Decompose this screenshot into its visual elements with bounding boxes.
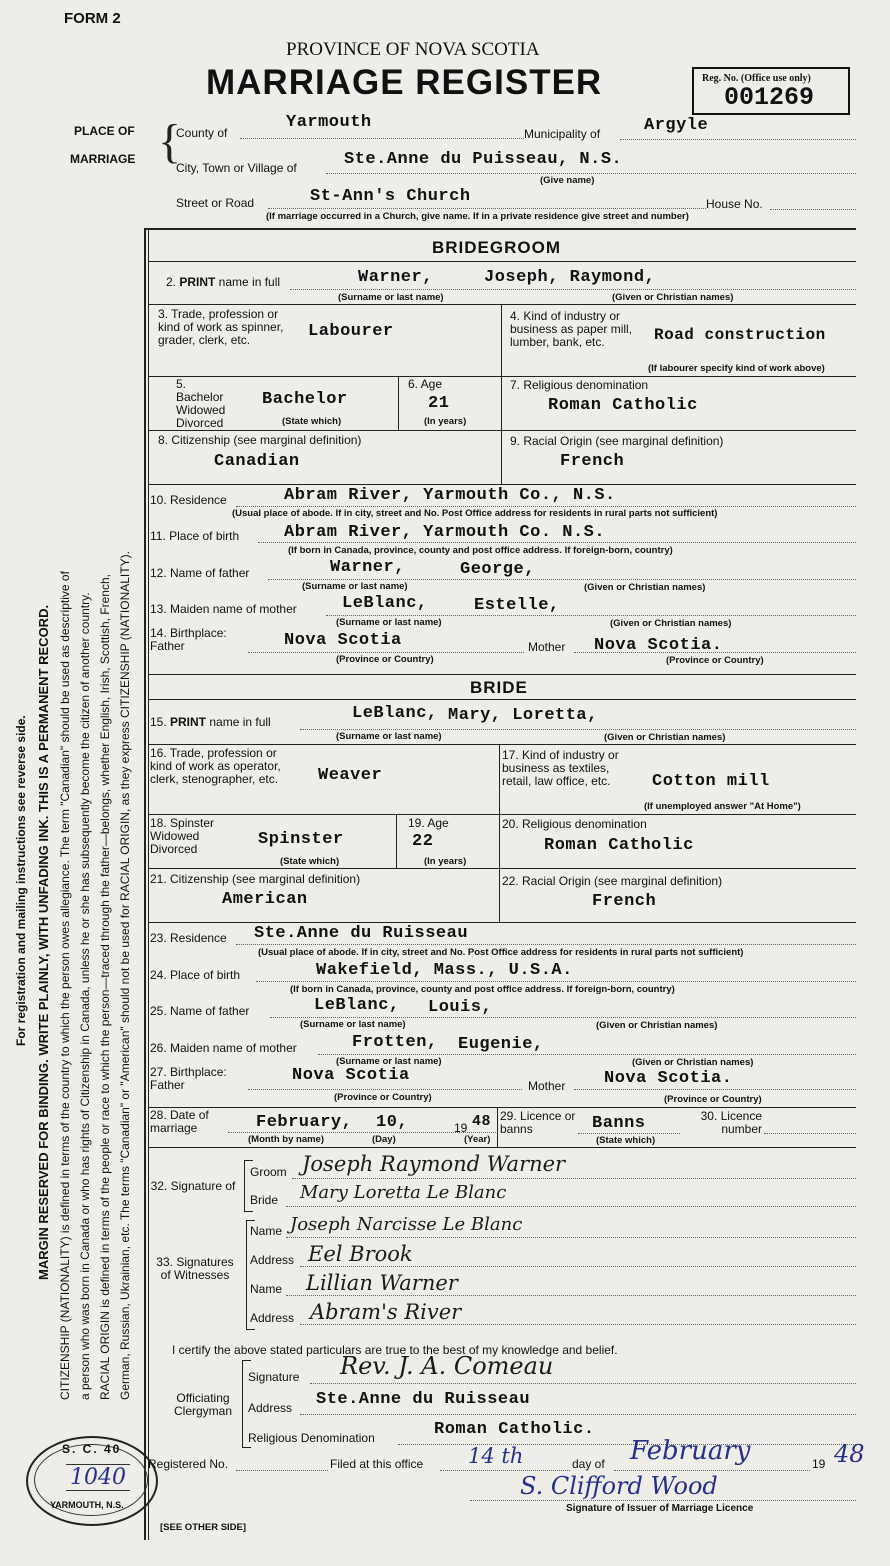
groom-divider-5-6 (398, 376, 399, 430)
groom-rule-3 (148, 430, 856, 431)
bride-given-value: Mary, Loretta, (448, 706, 598, 725)
registered-no-label: Registered No. (148, 1457, 229, 1471)
bride-birthplace-father-line (248, 1089, 522, 1090)
form-left-border (144, 228, 146, 1540)
bride-birthplace-label: 24. Place of birth (150, 968, 241, 982)
bridegroom-heading: BRIDEGROOM (432, 238, 561, 257)
groom-birthplace-label: 11. Place of birth (150, 529, 240, 543)
street-line (268, 208, 706, 209)
stamp-bottom-text: YARMOUTH, N.S. (50, 1500, 124, 1510)
form-number: FORM 2 (64, 10, 121, 27)
licence-banns-value: Banns (592, 1114, 646, 1133)
see-other-side: [SEE OTHER SIDE] (160, 1522, 247, 1533)
place-label-2: MARRIAGE (70, 152, 136, 166)
ceremony-rule-bottom (148, 1147, 856, 1148)
municipality-label: Municipality of (524, 127, 601, 141)
place-label-1: PLACE OF (74, 124, 135, 138)
issuer-signature-line (470, 1500, 856, 1501)
city-line (326, 173, 856, 174)
issuer-signature: S. Clifford Wood (520, 1472, 718, 1500)
signature-of-label: 32. Signature of (150, 1179, 236, 1193)
bride-citizenship-value: American (222, 890, 308, 909)
groom-birthplace-caption: (If born in Canada, province, county and post office address. If foreign-born, country) (288, 545, 673, 556)
clergy-religion-label: Religious Denomination (248, 1431, 375, 1445)
street-label: Street or Road (176, 196, 255, 210)
clergy-signature: Rev. J. A. Comeau (340, 1352, 554, 1380)
county-label: County of (176, 126, 228, 140)
groom-birthplace-mother-value: Nova Scotia. (594, 636, 723, 655)
street-value: St-Ann's Church (310, 187, 471, 206)
reg-number-value: 001269 (724, 83, 815, 112)
groom-industry-label: 4. Kind of industry or business as paper mill, lumber, bank, etc. (510, 309, 633, 349)
groom-father-surname: Warner, (330, 558, 405, 577)
groom-name-label: 2. PRINT name in full (166, 275, 281, 289)
licence-banns-label: 29. Licence or banns (500, 1109, 576, 1136)
witness1-address-line (300, 1266, 856, 1267)
groom-given-caption: (Given or Christian names) (612, 292, 734, 303)
groom-citizenship-label: 8. Citizenship (see marginal definition) (158, 433, 362, 447)
day-of-label: day of (572, 1457, 605, 1471)
groom-signature-line (292, 1178, 856, 1179)
bride-father-given-caption: (Given or Christian names) (596, 1020, 718, 1031)
form-left-border-inner (148, 228, 149, 1540)
bride-age-label: 19. Age (408, 816, 449, 830)
month-caption: (Month by name) (248, 1134, 324, 1145)
margin-note-binding: MARGIN RESERVED FOR BINDING. WRITE PLAINLY, WITH UNFADING INK. THIS IS A PERMANENT RECORD. (36, 604, 51, 1280)
groom-marital-value: Bachelor (262, 390, 348, 409)
municipality-value: Argyle (644, 116, 709, 135)
groom-marital-label: 5. Bachelor Widowed Divorced (176, 377, 226, 430)
bride-trade-label: 16. Trade, profession or kind of work as operator, clerk, stenographer, etc. (150, 746, 281, 786)
groom-birthplaces-label: 14. Birthplace: Father (150, 626, 227, 653)
groom-given-value: Joseph, Raymond, (484, 268, 656, 287)
witness1-name-line (286, 1237, 856, 1238)
groom-residence-value: Abram River, Yarmouth Co., N.S. (284, 486, 616, 505)
bride-signature: Mary Loretta Le Blanc (300, 1182, 507, 1203)
year-caption: (Year) (464, 1134, 491, 1145)
bride-surname-value: LeBlanc, (352, 704, 438, 723)
groom-trade-label: 3. Trade, profession or kind of work as spinner, grader, clerk, etc. (158, 307, 284, 347)
bride-residence-line (236, 944, 856, 945)
margin-note-citizenship-2: a person who was born in Canada or who has rights of Citizenship in Canada, unless he or she has subsequently become the citizen of another country. (78, 592, 92, 1400)
bride-racial-label: 22. Racial Origin (see marginal definition) (502, 874, 723, 888)
licence-number-line (764, 1133, 856, 1134)
groom-residence-line (236, 506, 856, 507)
groom-mother-birthplace-label: Mother (528, 640, 566, 654)
groom-father-prov-caption: (Province or Country) (336, 654, 434, 665)
witness1-address-label: Address (250, 1253, 295, 1267)
groom-birthplace-line (258, 542, 856, 543)
bride-marital-value: Spinster (258, 830, 344, 849)
bride-signature-label: Bride (250, 1193, 279, 1207)
groom-residence-label: 10. Residence (150, 493, 227, 507)
witness1-signature: Joseph Narcisse Le Blanc (290, 1214, 523, 1235)
bride-rule-2 (148, 744, 856, 745)
marriage-day-value: 10, (376, 1113, 409, 1132)
bride-father-given: Louis, (428, 998, 493, 1017)
ceremony-rule-top (148, 1107, 856, 1108)
groom-divider-3-4 (501, 304, 502, 376)
margin-note-racial-1: RACIAL ORIGIN is defined in terms of the people or race to which the person—traced through the father—belongs, whether English, Irish, Scottish, French, (98, 574, 112, 1400)
registration-stamp (26, 1436, 158, 1526)
certification-text: I certify the above stated particulars are true to the best of my knowledge and belief. (172, 1343, 618, 1357)
filed-month-line (614, 1470, 810, 1471)
bride-religion-label: 20. Religious denomination (502, 817, 647, 831)
groom-birthplace-father-line (248, 652, 524, 653)
witness2-signature: Lillian Warner (306, 1271, 458, 1295)
bride-birthplace-mother-value: Nova Scotia. (604, 1069, 733, 1088)
stamp-top-text: S. C. 40 (62, 1442, 122, 1456)
bride-father-prov-caption: (Province or Country) (334, 1092, 432, 1103)
bride-father-line (270, 1017, 856, 1018)
clergyman-label: Officiating Clergyman (173, 1391, 233, 1418)
groom-surname-caption: (Surname or last name) (338, 292, 444, 303)
bride-surname-caption: (Surname or last name) (336, 731, 442, 742)
bride-residence-label: 23. Residence (150, 931, 227, 945)
bride-heading: BRIDE (470, 678, 528, 697)
bride-divider-18-19 (396, 814, 397, 868)
bride-residence-caption: (Usual place of abode. If in city, street and No. Post Office address for residents in rural parts not sufficient) (258, 947, 744, 958)
bride-rule-1 (148, 699, 856, 700)
bride-father-surname: LeBlanc, (314, 996, 400, 1015)
clergy-signature-line (310, 1383, 856, 1384)
witnesses-label: 33. Signatures of Witnesses (156, 1255, 234, 1282)
house-label: House No. (706, 197, 763, 211)
groom-age-caption: (In years) (424, 416, 467, 427)
reg-number-label: Reg. No. (Office use only) (702, 73, 811, 84)
groom-mother-given-caption: (Given or Christian names) (610, 618, 732, 629)
bride-birthplaces-label: 27. Birthplace: Father (150, 1065, 227, 1092)
groom-signature: Joseph Raymond Warner (302, 1152, 566, 1176)
groom-signature-label: Groom (250, 1165, 287, 1179)
issuer-caption: Signature of Issuer of Marriage Licence (566, 1503, 754, 1514)
filed-day-value: 14 th (468, 1444, 524, 1468)
bride-racial-value: French (592, 892, 657, 911)
stamp-number: 1040 (66, 1464, 130, 1491)
bride-marital-label: 18. Spinster Widowed Divorced (150, 816, 215, 856)
bride-given-caption: (Given or Christian names) (604, 732, 726, 743)
groom-father-line (268, 579, 856, 580)
groom-trade-value: Labourer (308, 322, 394, 341)
page-title: MARRIAGE REGISTER (206, 63, 603, 102)
bride-industry-caption: (If unemployed answer "At Home") (644, 801, 801, 812)
bride-industry-value: Cotton mill (652, 772, 770, 791)
margin-note-racial-2: German, Russian, Ukrainian, etc. The terms "Canadian" or "American" should not be used for RACIAL ORIGIN, as they express CITIZENSHIP (NATIONALITY). (118, 551, 132, 1400)
margin-note-citizenship-1: CITIZENSHIP (NATIONALITY) is defined in terms of the country to which the person owes allegiance. The term "Canadian" should be used as descriptive of (58, 571, 72, 1400)
clergy-address-label: Address (248, 1401, 293, 1415)
county-value: Yarmouth (286, 113, 372, 132)
bride-rule-5 (148, 922, 856, 923)
bride-signature-line (286, 1206, 856, 1207)
bride-mother-label: 26. Maiden name of mother (150, 1041, 297, 1055)
bride-mother-line (318, 1054, 856, 1055)
bride-name-label: 15. PRINT name in full (150, 715, 271, 729)
groom-religion-label: 7. Religious denomination (510, 378, 649, 392)
bride-rule-4 (148, 868, 856, 869)
bride-mother-given: Eugenie, (458, 1035, 544, 1054)
bride-citizenship-label: 21. Citizenship (see marginal definition) (150, 872, 361, 886)
filed-month-value: February (630, 1436, 751, 1466)
groom-father-given: George, (460, 560, 535, 579)
registered-no-line (236, 1470, 328, 1471)
groom-mother-label: 13. Maiden name of mother (150, 602, 297, 616)
marriage-year-value: 48 (472, 1113, 492, 1130)
bride-mother-surname-caption: (Surname or last name) (336, 1056, 442, 1067)
filed-day-line (440, 1470, 570, 1471)
county-line (240, 138, 524, 139)
witness2-address-line (300, 1324, 856, 1325)
give-name-caption: (Give name) (540, 175, 595, 186)
marriage-year-prefix: 19 (454, 1121, 468, 1135)
groom-age-label: 6. Age (408, 377, 443, 391)
bride-industry-label: 17. Kind of industry or business as textiles, retail, law office, etc. (502, 748, 619, 788)
bride-residence-value: Ste.Anne du Ruisseau (254, 924, 469, 943)
clergy-religion-line (398, 1444, 856, 1445)
city-value: Ste.Anne du Puisseau, N.S. (344, 150, 623, 169)
bride-marital-caption: (State which) (280, 856, 340, 867)
groom-mother-given: Estelle, (474, 596, 560, 615)
licence-banns-line (578, 1133, 680, 1134)
margin-note-reverse: For registration and mailing instructions see reverse side. (14, 715, 28, 1046)
bride-father-label: 25. Name of father (150, 1004, 250, 1018)
clergy-address-value: Ste.Anne du Ruisseau (316, 1390, 531, 1409)
groom-industry-caption: (If labourer specify kind of work above) (648, 363, 825, 374)
groom-mother-line (326, 615, 856, 616)
groom-father-given-caption: (Given or Christian names) (584, 582, 706, 593)
groom-father-surname-caption: (Surname or last name) (302, 581, 408, 592)
street-note: (If marriage occurred in a Church, give name. If in a private residence give street and number) (266, 211, 689, 222)
bride-rule-0 (148, 674, 856, 675)
groom-birthplace-father-value: Nova Scotia (284, 631, 402, 650)
groom-age-value: 21 (428, 394, 450, 413)
bride-birthplace-caption: (If born in Canada, province, county and post office address. If foreign-born, country) (290, 984, 675, 995)
municipality-line (620, 139, 856, 140)
clergy-religion-value: Roman Catholic. (434, 1420, 595, 1439)
ceremony-divider-28-29 (497, 1107, 498, 1147)
groom-surname-value: Warner, (358, 268, 433, 287)
filed-label: Filed at this office (330, 1457, 424, 1471)
filed-year-value: 48 (834, 1440, 865, 1468)
groom-mother-surname: LeBlanc, (342, 594, 428, 613)
groom-rule-0 (148, 261, 856, 262)
licence-number-label: 30. Licence number (700, 1109, 762, 1136)
bride-mother-birthplace-label: Mother (528, 1079, 566, 1093)
marriage-month-value: February, (256, 1113, 353, 1132)
bride-age-value: 22 (412, 832, 434, 851)
bride-divider-16-17 (499, 744, 500, 814)
groom-rule-4 (148, 484, 856, 485)
bride-rule-3 (148, 814, 856, 815)
bride-father-surname-caption: (Surname or last name) (300, 1019, 406, 1030)
groom-mother-prov-caption: (Province or Country) (666, 655, 764, 666)
groom-religion-value: Roman Catholic (548, 396, 698, 415)
groom-name-line (290, 289, 856, 290)
province-title: PROVINCE OF NOVA SCOTIA (286, 39, 540, 60)
witness2-name-label: Name (250, 1282, 283, 1296)
bride-birthplace-line (256, 981, 856, 982)
groom-rule-1 (148, 304, 856, 305)
groom-rule-2 (148, 376, 856, 377)
groom-birthplace-value: Abram River, Yarmouth Co. N.S. (284, 523, 606, 542)
bride-age-caption: (In years) (424, 856, 467, 867)
groom-marital-caption: (State which) (282, 416, 342, 427)
house-line (770, 209, 856, 210)
bride-name-line (300, 729, 856, 730)
bride-birthplace-father-value: Nova Scotia (292, 1066, 410, 1085)
groom-citizenship-value: Canadian (214, 452, 300, 471)
licence-banns-caption: (State which) (596, 1135, 656, 1146)
bride-birthplace-value: Wakefield, Mass., U.S.A. (316, 961, 573, 980)
bride-mother-given-caption: (Given or Christian names) (632, 1057, 754, 1068)
city-label: City, Town or Village of (176, 161, 297, 175)
groom-racial-label: 9. Racial Origin (see marginal definition) (510, 434, 724, 448)
clergy-address-line (300, 1414, 856, 1415)
filed-year-prefix: 19 (812, 1457, 826, 1471)
form-top-border (144, 228, 856, 230)
witness2-address: Abram's River (310, 1300, 462, 1324)
bride-mother-prov-caption: (Province or Country) (664, 1094, 762, 1105)
witness1-address: Eel Brook (308, 1242, 413, 1266)
groom-residence-caption: (Usual place of abode. If in city, street and No. Post Office address for residents in rural parts not sufficient) (232, 508, 718, 519)
bride-birthplace-mother-line (574, 1089, 856, 1090)
bride-mother-surname: Frotten, (352, 1033, 438, 1052)
day-caption: (Day) (372, 1134, 396, 1145)
bride-trade-value: Weaver (318, 766, 383, 785)
place-brace: { (158, 115, 182, 168)
groom-industry-value: Road construction (654, 326, 826, 344)
witness2-address-label: Address (250, 1311, 295, 1325)
groom-father-label: 12. Name of father (150, 566, 250, 580)
reg-number-box (692, 67, 850, 115)
clergy-signature-label: Signature (248, 1370, 300, 1384)
marriage-date-label: 28. Date of marriage (150, 1108, 209, 1135)
groom-mother-surname-caption: (Surname or last name) (336, 617, 442, 628)
groom-racial-value: French (560, 452, 625, 471)
witness1-name-label: Name (250, 1224, 283, 1238)
bride-religion-value: Roman Catholic (544, 836, 694, 855)
witness2-name-line (286, 1295, 856, 1296)
